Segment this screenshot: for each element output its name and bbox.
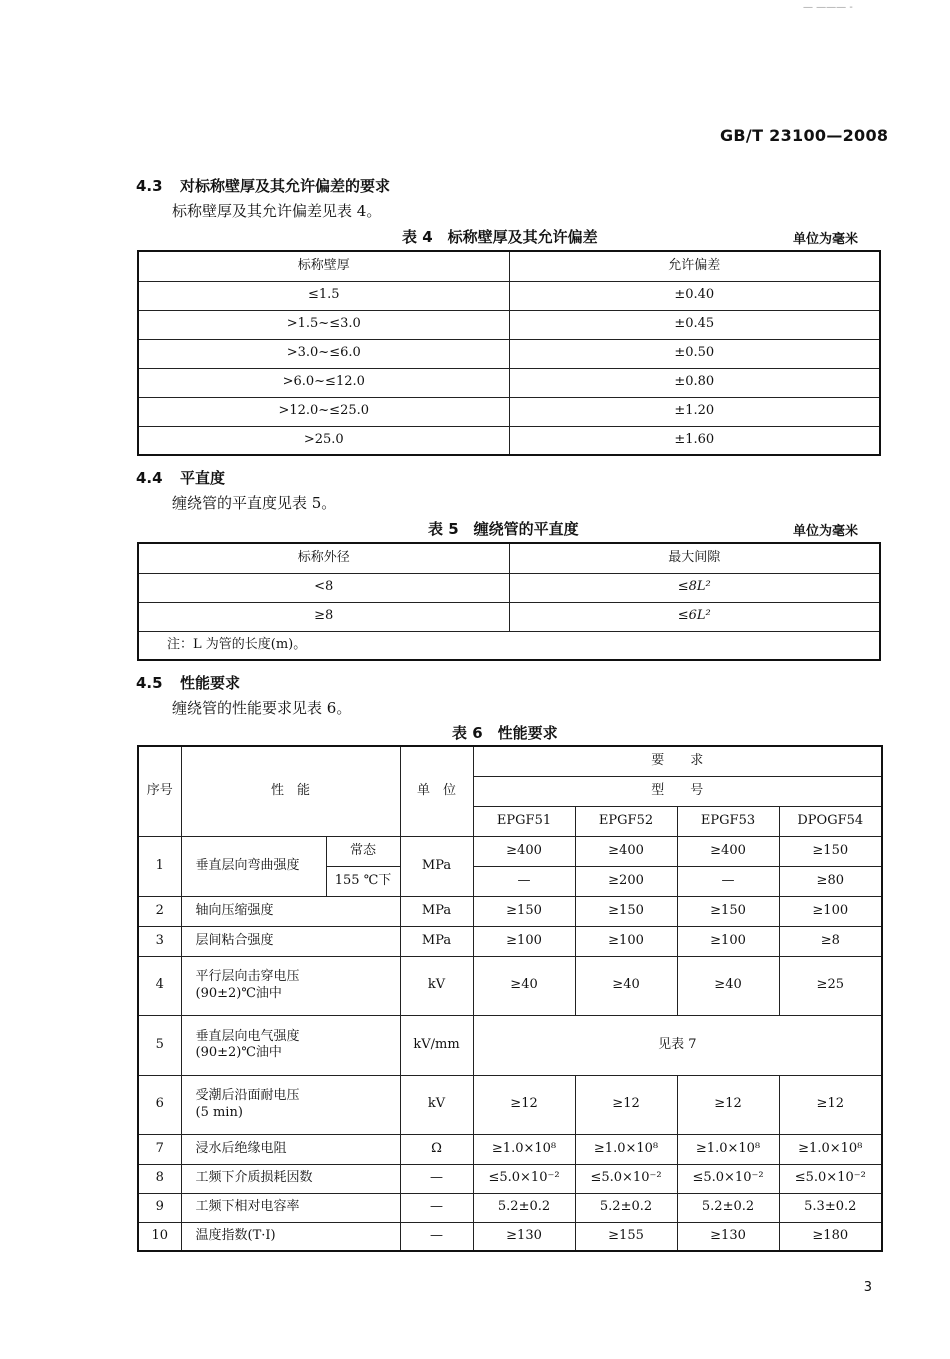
row-number: 1 bbox=[138, 836, 181, 896]
value-cell: ≥150 bbox=[779, 836, 882, 866]
value-cell: ≥25 bbox=[779, 956, 882, 1015]
value-cell: ≥40 bbox=[473, 956, 575, 1015]
row-number: 3 bbox=[138, 926, 181, 956]
table4-caption: 表 4 标称壁厚及其允许偏差 bbox=[402, 228, 598, 246]
value-cell: ≥150 bbox=[677, 896, 779, 926]
value-cell: ≥8 bbox=[779, 926, 882, 956]
value-cell: ≥100 bbox=[677, 926, 779, 956]
unit-cell: Ω bbox=[400, 1134, 473, 1164]
property-cell: 浸水后绝缘电阻 bbox=[181, 1134, 400, 1164]
property-cell bbox=[181, 1075, 400, 1134]
value-cell: ≥400 bbox=[473, 836, 575, 866]
table6-header-type: 型 号 bbox=[473, 776, 882, 806]
section-4-4-heading bbox=[136, 467, 225, 488]
property-cell: 工频下相对电容率 bbox=[181, 1193, 400, 1222]
standard-code: GB/T 23100—2008 bbox=[720, 126, 889, 145]
see-table-7-cell: 见表 7 bbox=[473, 1015, 882, 1075]
value-cell: 5.2±0.2 bbox=[473, 1193, 575, 1222]
table6-header-unit: 单 位 bbox=[400, 746, 473, 836]
value-cell: ≥155 bbox=[575, 1222, 677, 1251]
table-row bbox=[138, 956, 882, 1015]
value-cell: ≥12 bbox=[677, 1075, 779, 1134]
value-cell: ≤5.0×10⁻² bbox=[779, 1164, 882, 1193]
value-cell: ≥180 bbox=[779, 1222, 882, 1251]
value-cell: ≥400 bbox=[677, 836, 779, 866]
property-cell: 温度指数(T·I) bbox=[181, 1222, 400, 1251]
value-cell: ≤5.0×10⁻² bbox=[473, 1164, 575, 1193]
table5-caption: 表 5 缠绕管的平直度 bbox=[428, 520, 579, 538]
property-cell bbox=[181, 956, 400, 1015]
property-cell: 层间粘合强度 bbox=[181, 926, 400, 956]
section-4-3-text: 标称壁厚及其允许偏差见表 4。 bbox=[172, 202, 382, 220]
condition-cell: 155 ℃下 bbox=[326, 866, 400, 896]
table-cell: ±1.20 bbox=[509, 397, 880, 426]
table4-header: 标称壁厚 bbox=[138, 251, 509, 281]
table-row bbox=[138, 397, 880, 426]
row-number: 9 bbox=[138, 1193, 181, 1222]
table-cell: ±0.45 bbox=[509, 310, 880, 339]
value-cell: ≥150 bbox=[473, 896, 575, 926]
unit-cell: kV/mm bbox=[400, 1015, 473, 1075]
table6-header-no: 序号 bbox=[138, 746, 181, 836]
section-4-5-heading bbox=[136, 672, 240, 693]
value-cell: ≥100 bbox=[473, 926, 575, 956]
table-cell: ±0.40 bbox=[509, 281, 880, 310]
table-cell: >25.0 bbox=[138, 426, 509, 455]
section-title: 性能要求 bbox=[180, 674, 241, 692]
value-cell: ≥12 bbox=[575, 1075, 677, 1134]
page-number: 3 bbox=[863, 1280, 872, 1295]
value-cell: ≥80 bbox=[779, 866, 882, 896]
table-row bbox=[138, 1193, 882, 1222]
value-cell: ≥40 bbox=[575, 956, 677, 1015]
value-cell: — bbox=[473, 866, 575, 896]
table-cell: ≤1.5 bbox=[138, 281, 509, 310]
row-number: 4 bbox=[138, 956, 181, 1015]
table6 bbox=[137, 745, 883, 1252]
table4 bbox=[137, 250, 881, 456]
value-cell: ≤5.0×10⁻² bbox=[575, 1164, 677, 1193]
unit-cell: — bbox=[400, 1164, 473, 1193]
property-line: (90±2)℃油中 bbox=[195, 985, 282, 1001]
value-cell: ≥1.0×10⁸ bbox=[473, 1134, 575, 1164]
table6-model: EPGF52 bbox=[575, 806, 677, 836]
unit-cell: kV bbox=[400, 1075, 473, 1134]
table-row bbox=[138, 896, 882, 926]
section-number: 4.3 bbox=[136, 177, 163, 195]
table-row bbox=[138, 426, 880, 455]
table6-header-requirement: 要 求 bbox=[473, 746, 882, 776]
condition-cell: 常态 bbox=[326, 836, 400, 866]
section-number: 4.4 bbox=[136, 469, 163, 487]
value-cell: ≥130 bbox=[677, 1222, 779, 1251]
table-cell: ≤8L² bbox=[509, 573, 880, 602]
unit-cell: — bbox=[400, 1222, 473, 1251]
row-number: 8 bbox=[138, 1164, 181, 1193]
table6-caption: 表 6 性能要求 bbox=[452, 724, 558, 742]
value-cell: ≥40 bbox=[677, 956, 779, 1015]
value-cell: ≥1.0×10⁸ bbox=[677, 1134, 779, 1164]
unit-cell: MPa bbox=[400, 836, 473, 896]
value-cell: 5.2±0.2 bbox=[575, 1193, 677, 1222]
table-row bbox=[138, 836, 882, 866]
table-row bbox=[138, 1164, 882, 1193]
table-row bbox=[138, 310, 880, 339]
value-cell: ≥130 bbox=[473, 1222, 575, 1251]
property-cell: 垂直层向弯曲强度 bbox=[181, 836, 326, 896]
value-cell: ≥1.0×10⁸ bbox=[575, 1134, 677, 1164]
section-title: 对标称壁厚及其允许偏差的要求 bbox=[180, 177, 391, 195]
row-number: 7 bbox=[138, 1134, 181, 1164]
value-cell: ≥100 bbox=[779, 896, 882, 926]
value-cell: — bbox=[677, 866, 779, 896]
table-row bbox=[138, 926, 882, 956]
table5-header: 标称外径 bbox=[138, 543, 509, 573]
table5-unit: 单位为毫米 bbox=[793, 524, 859, 539]
value-cell: ≥100 bbox=[575, 926, 677, 956]
table-cell: ±0.50 bbox=[509, 339, 880, 368]
section-title: 平直度 bbox=[180, 469, 226, 487]
value-cell: ≥400 bbox=[575, 836, 677, 866]
table-cell: >12.0~≤25.0 bbox=[138, 397, 509, 426]
property-line: (5 min) bbox=[195, 1104, 243, 1120]
table-cell: >1.5~≤3.0 bbox=[138, 310, 509, 339]
table-cell: ≤6L² bbox=[509, 602, 880, 631]
property-cell: 轴向压缩强度 bbox=[181, 896, 400, 926]
value-cell: 5.2±0.2 bbox=[677, 1193, 779, 1222]
table6-header-property: 性 能 bbox=[181, 746, 400, 836]
table-row bbox=[138, 339, 880, 368]
value-cell: ≥1.0×10⁸ bbox=[779, 1134, 882, 1164]
property-line: 平行层向击穿电压 bbox=[195, 969, 300, 985]
row-number: 2 bbox=[138, 896, 181, 926]
row-number: 5 bbox=[138, 1015, 181, 1075]
table-row bbox=[138, 1075, 882, 1134]
value-cell: ≥150 bbox=[575, 896, 677, 926]
table-row bbox=[138, 1134, 882, 1164]
section-4-5-text: 缠绕管的性能要求见表 6。 bbox=[172, 699, 352, 717]
section-4-3-heading bbox=[136, 175, 390, 196]
value-cell: 5.3±0.2 bbox=[779, 1193, 882, 1222]
table-cell: ±0.80 bbox=[509, 368, 880, 397]
table5 bbox=[137, 542, 881, 661]
property-line: 受潮后沿面耐电压 bbox=[195, 1088, 300, 1104]
table4-header: 允许偏差 bbox=[509, 251, 880, 281]
property-cell bbox=[181, 1015, 400, 1075]
table6-model: EPGF53 bbox=[677, 806, 779, 836]
property-line: 垂直层向电气强度 bbox=[195, 1028, 300, 1044]
table4-unit: 单位为毫米 bbox=[793, 232, 859, 247]
table5-header: 最大间隙 bbox=[509, 543, 880, 573]
table5-note: 注：L 为管的长度(m)。 bbox=[138, 631, 880, 660]
section-number: 4.5 bbox=[136, 674, 163, 692]
table6-model: EPGF51 bbox=[473, 806, 575, 836]
table-row bbox=[138, 368, 880, 397]
table-row bbox=[138, 602, 880, 631]
table-row bbox=[138, 573, 880, 602]
table6-model: DPOGF54 bbox=[779, 806, 882, 836]
unit-cell: MPa bbox=[400, 896, 473, 926]
table-row bbox=[138, 1222, 882, 1251]
row-number: 6 bbox=[138, 1075, 181, 1134]
row-number: 10 bbox=[138, 1222, 181, 1251]
value-cell: ≥200 bbox=[575, 866, 677, 896]
unit-cell: — bbox=[400, 1193, 473, 1222]
table-row bbox=[138, 281, 880, 310]
value-cell: ≥12 bbox=[473, 1075, 575, 1134]
table-cell: ≥8 bbox=[138, 602, 509, 631]
section-4-4-text: 缠绕管的平直度见表 5。 bbox=[172, 494, 337, 512]
table-cell: >6.0~≤12.0 bbox=[138, 368, 509, 397]
value-cell: ≤5.0×10⁻² bbox=[677, 1164, 779, 1193]
unit-cell: MPa bbox=[400, 926, 473, 956]
scan-mark: — ——— - bbox=[803, 2, 853, 13]
table-row bbox=[138, 1015, 882, 1075]
table-cell: <8 bbox=[138, 573, 509, 602]
table-cell: ±1.60 bbox=[509, 426, 880, 455]
unit-cell: kV bbox=[400, 956, 473, 1015]
property-cell: 工频下介质损耗因数 bbox=[181, 1164, 400, 1193]
property-line: (90±2)℃油中 bbox=[195, 1045, 282, 1060]
value-cell: ≥12 bbox=[779, 1075, 882, 1134]
table-cell: >3.0~≤6.0 bbox=[138, 339, 509, 368]
